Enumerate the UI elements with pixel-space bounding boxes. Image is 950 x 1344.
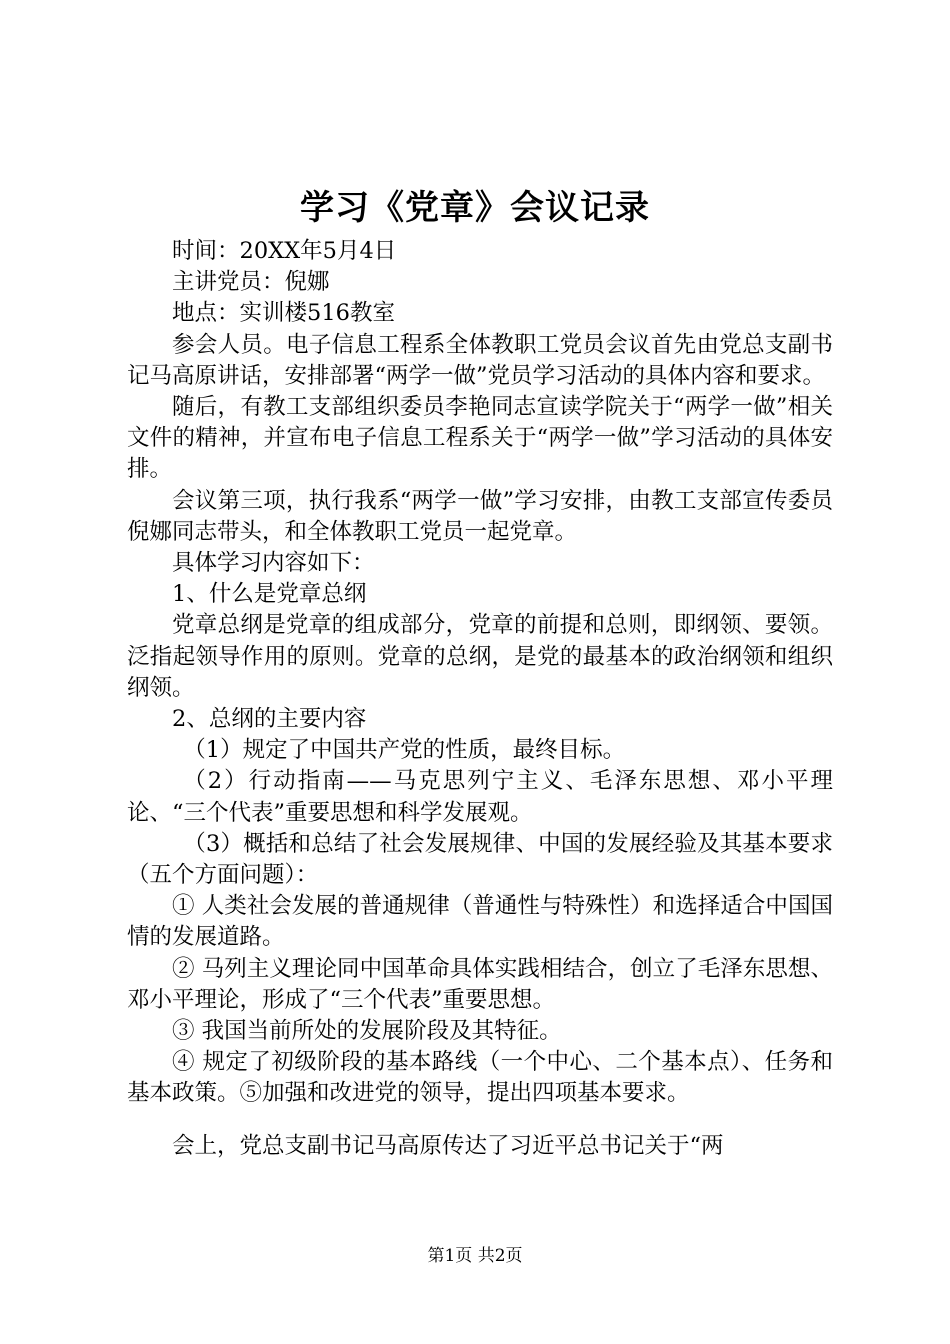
- body-paragraph: 参会人员。电子信息工程系全体教职工党员会议首先由党总支副书记马高原讲话，安排部署“两学一做”党员学习活动的具体内容和要求。: [127, 331, 833, 389]
- list-item: （1）规定了中国共产党的性质，最终目标。: [183, 737, 626, 764]
- document-title: 学习《党章》会议记录: [300, 188, 650, 228]
- list-item: ③ 我国当前所处的发展阶段及其特征。: [172, 1018, 562, 1045]
- meeting-speaker: 主讲党员：倪娜: [172, 269, 330, 296]
- section-heading: 1、什么是党章总纲: [172, 581, 367, 608]
- meeting-location: 地点：实训楼516教室: [172, 300, 395, 327]
- body-paragraph: 随后，有教工支部组织委员李艳同志宣读学院关于“两学一做”相关文件的精神，并宣布电子信息工程系关于“两学一做”学习活动的具体安排。: [127, 394, 833, 483]
- body-paragraph: 会上，党总支副书记马高原传达了习近平总书记关于“两: [172, 1132, 724, 1159]
- body-paragraph: 党章总纲是党章的组成部分，党章的前提和总则，即纲领、要领。泛指起领导作用的原则。党章的总纲，是党的最基本的政治纲领和组织纲领。: [127, 612, 833, 701]
- document-body: [127, 236, 833, 1162]
- list-item: ② 马列主义理论同中国革命具体实践相结合，创立了毛泽东思想、邓小平理论，形成了“三个代表”重要思想。: [127, 955, 833, 1013]
- list-item: （3）概括和总结了社会发展规律、中国的发展经验及其基本要求（五个方面问题）：: [127, 830, 833, 889]
- section-heading: 2、总纲的主要内容: [172, 706, 367, 733]
- list-item: ① 人类社会发展的普通规律（普通性与特殊性）和选择适合中国国情的发展道路。: [127, 893, 833, 951]
- page-footer: 第1页 共2页: [427, 1246, 523, 1266]
- body-paragraph: 会议第三项，执行我系“两学一做”学习安排，由教工支部宣传委员倪娜同志带头，和全体教职工党员一起党章。: [127, 487, 833, 545]
- body-paragraph: 具体学习内容如下：: [172, 550, 375, 577]
- list-item: ④ 规定了初级阶段的基本路线（一个中心、二个基本点）、任务和基本政策。⑤加强和改进党的领导，提出四项基本要求。: [127, 1049, 833, 1107]
- list-item: （2）行动指南——马克思列宁主义、毛泽东思想、邓小平理论、“三个代表”重要思想和科学发展观。: [127, 768, 833, 826]
- meeting-time: 时间：20XX年5月4日: [172, 238, 397, 264]
- paragraph-gap: [127, 1110, 833, 1131]
